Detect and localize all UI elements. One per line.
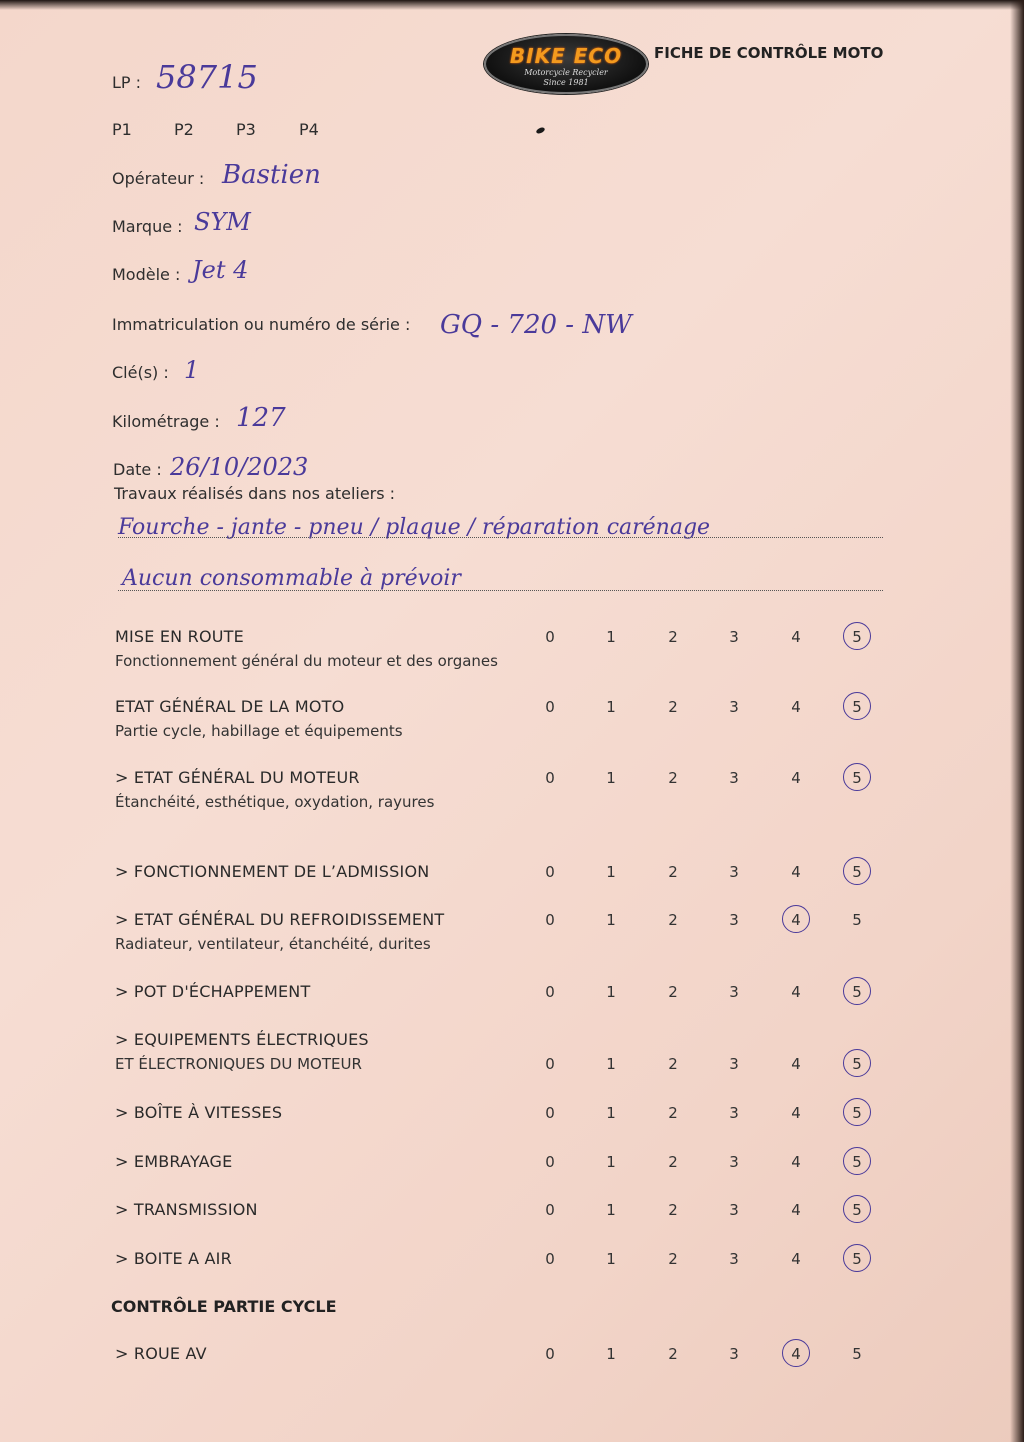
- position-p1: P1: [112, 120, 132, 139]
- works-line-1: Fourche - jante - pneu / plaque / réparation carénage: [118, 515, 711, 540]
- date-value: 26/10/2023: [170, 453, 309, 481]
- score-option-5: 5: [852, 1201, 862, 1219]
- score-option-0: 0: [545, 1345, 555, 1363]
- brand-label: Marque :: [112, 217, 183, 236]
- score-option-0: 0: [545, 628, 555, 646]
- mileage-value: 127: [236, 403, 286, 433]
- selected-score-circle: [843, 622, 871, 650]
- keys-value: 1: [184, 356, 200, 384]
- score-option-1: 1: [606, 698, 616, 716]
- score-option-3: 3: [729, 1250, 739, 1268]
- selected-score-circle: [843, 977, 871, 1005]
- score-option-1: 1: [606, 1345, 616, 1363]
- score-option-4: 4: [791, 1153, 801, 1171]
- score-option-0: 0: [545, 863, 555, 881]
- selected-score-circle: [843, 1049, 871, 1077]
- selected-score-circle: [843, 692, 871, 720]
- check-title: > ETAT GÉNÉRAL DU MOTEUR: [115, 768, 360, 787]
- score-option-0: 0: [545, 769, 555, 787]
- check-subtitle: Radiateur, ventilateur, étanchéité, durites: [115, 935, 431, 953]
- works-dotted-line-1: [118, 537, 883, 538]
- ink-spot: [535, 126, 545, 134]
- score-option-3: 3: [729, 983, 739, 1001]
- works-line-2: Aucun consommable à prévoir: [122, 566, 461, 591]
- selected-score-circle: [843, 1098, 871, 1126]
- check-title: > TRANSMISSION: [115, 1200, 258, 1219]
- score-option-2: 2: [668, 1055, 678, 1073]
- selected-score-circle: [843, 763, 871, 791]
- score-option-1: 1: [606, 1153, 616, 1171]
- selected-score-circle: [782, 905, 810, 933]
- score-option-1: 1: [606, 911, 616, 929]
- logo-since: Since 1981: [543, 78, 589, 87]
- score-option-3: 3: [729, 698, 739, 716]
- operator-label: Opérateur :: [112, 169, 205, 188]
- score-option-4: 4: [791, 1250, 801, 1268]
- check-subtitle: Partie cycle, habillage et équipements: [115, 722, 403, 740]
- check-subtitle: Fonctionnement général du moteur et des organes: [115, 652, 498, 670]
- check-title: > BOÎTE À VITESSES: [115, 1103, 283, 1122]
- score-option-4: 4: [791, 1104, 801, 1122]
- keys-label: Clé(s) :: [112, 363, 169, 382]
- check-title: ETAT GÉNÉRAL DE LA MOTO: [115, 697, 345, 716]
- score-option-1: 1: [606, 863, 616, 881]
- score-option-5: 5: [852, 1104, 862, 1122]
- page-right-shadow: [1010, 0, 1024, 1442]
- score-option-4: 4: [791, 1201, 801, 1219]
- score-option-1: 1: [606, 1201, 616, 1219]
- score-option-3: 3: [729, 863, 739, 881]
- score-option-0: 0: [545, 1250, 555, 1268]
- selected-score-circle: [843, 1147, 871, 1175]
- date-label: Date :: [113, 460, 162, 479]
- score-option-3: 3: [729, 769, 739, 787]
- selected-score-circle: [843, 857, 871, 885]
- logo-text: BIKE ECO: [509, 44, 623, 68]
- score-option-1: 1: [606, 769, 616, 787]
- score-option-2: 2: [668, 983, 678, 1001]
- check-title: > FONCTIONNEMENT DE L’ADMISSION: [115, 862, 430, 881]
- score-option-1: 1: [606, 1104, 616, 1122]
- score-option-2: 2: [668, 769, 678, 787]
- score-option-4: 4: [791, 911, 801, 929]
- score-option-5: 5: [852, 1250, 862, 1268]
- works-label: Travaux réalisés dans nos ateliers :: [114, 484, 396, 503]
- lp-label: LP :: [112, 73, 142, 92]
- operator-value: Bastien: [222, 160, 321, 190]
- brand-value: SYM: [194, 208, 251, 236]
- score-option-3: 3: [729, 911, 739, 929]
- score-option-1: 1: [606, 1055, 616, 1073]
- position-p4: P4: [299, 120, 319, 139]
- score-option-3: 3: [729, 1201, 739, 1219]
- score-option-2: 2: [668, 1250, 678, 1268]
- score-option-5: 5: [852, 628, 862, 646]
- logo-subtitle: Motorcycle Recycler: [524, 68, 608, 77]
- score-option-3: 3: [729, 1345, 739, 1363]
- bike-eco-logo: [484, 34, 648, 94]
- model-label: Modèle :: [112, 265, 181, 284]
- score-option-2: 2: [668, 1345, 678, 1363]
- score-option-5: 5: [852, 983, 862, 1001]
- score-option-4: 4: [791, 769, 801, 787]
- score-option-2: 2: [668, 628, 678, 646]
- score-option-1: 1: [606, 1250, 616, 1268]
- score-option-2: 2: [668, 1201, 678, 1219]
- lp-value: 58715: [156, 58, 258, 96]
- score-option-1: 1: [606, 983, 616, 1001]
- page-top-shadow: [0, 0, 1024, 10]
- score-option-2: 2: [668, 863, 678, 881]
- score-option-2: 2: [668, 911, 678, 929]
- score-option-0: 0: [545, 1104, 555, 1122]
- score-option-5: 5: [852, 698, 862, 716]
- registration-value: GQ - 720 - NW: [440, 310, 632, 340]
- document-title: FICHE DE CONTRÔLE MOTO: [654, 44, 884, 62]
- score-option-0: 0: [545, 911, 555, 929]
- score-option-2: 2: [668, 1104, 678, 1122]
- score-option-4: 4: [791, 698, 801, 716]
- score-option-4: 4: [791, 1345, 801, 1363]
- score-option-5: 5: [852, 1153, 862, 1171]
- score-option-3: 3: [729, 1104, 739, 1122]
- score-option-5: 5: [852, 1345, 862, 1363]
- check-title: > BOITE A AIR: [115, 1249, 232, 1268]
- check-title: > ETAT GÉNÉRAL DU REFROIDISSEMENT: [115, 910, 445, 929]
- score-option-0: 0: [545, 1153, 555, 1171]
- selected-score-circle: [782, 1339, 810, 1367]
- position-p3: P3: [236, 120, 256, 139]
- score-option-5: 5: [852, 769, 862, 787]
- score-option-2: 2: [668, 1153, 678, 1171]
- check-title: > POT D'ÉCHAPPEMENT: [115, 982, 311, 1001]
- score-option-1: 1: [606, 628, 616, 646]
- score-option-5: 5: [852, 1055, 862, 1073]
- check-subtitle: Étanchéité, esthétique, oxydation, rayures: [115, 793, 435, 811]
- selected-score-circle: [843, 1244, 871, 1272]
- model-value: Jet 4: [192, 256, 249, 284]
- check-title: > ROUE AV: [115, 1344, 207, 1363]
- score-option-5: 5: [852, 863, 862, 881]
- check-title: > EMBRAYAGE: [115, 1152, 233, 1171]
- score-option-4: 4: [791, 863, 801, 881]
- score-option-3: 3: [729, 1055, 739, 1073]
- score-option-4: 4: [791, 983, 801, 1001]
- selected-score-circle: [843, 1195, 871, 1223]
- mileage-label: Kilométrage :: [112, 412, 220, 431]
- works-dotted-line-2: [118, 590, 883, 591]
- score-option-0: 0: [545, 698, 555, 716]
- score-option-0: 0: [545, 983, 555, 1001]
- check-title: MISE EN ROUTE: [115, 627, 244, 646]
- check-subtitle: ET ÉLECTRONIQUES DU MOTEUR: [115, 1055, 362, 1073]
- position-p2: P2: [174, 120, 194, 139]
- score-option-5: 5: [852, 911, 862, 929]
- score-option-2: 2: [668, 698, 678, 716]
- section-cycle-title: CONTRÔLE PARTIE CYCLE: [111, 1297, 337, 1316]
- score-option-0: 0: [545, 1201, 555, 1219]
- score-option-0: 0: [545, 1055, 555, 1073]
- score-option-4: 4: [791, 628, 801, 646]
- score-option-4: 4: [791, 1055, 801, 1073]
- registration-label: Immatriculation ou numéro de série :: [112, 315, 411, 334]
- check-title: > EQUIPEMENTS ÉLECTRIQUES: [115, 1030, 369, 1049]
- score-option-3: 3: [729, 628, 739, 646]
- score-option-3: 3: [729, 1153, 739, 1171]
